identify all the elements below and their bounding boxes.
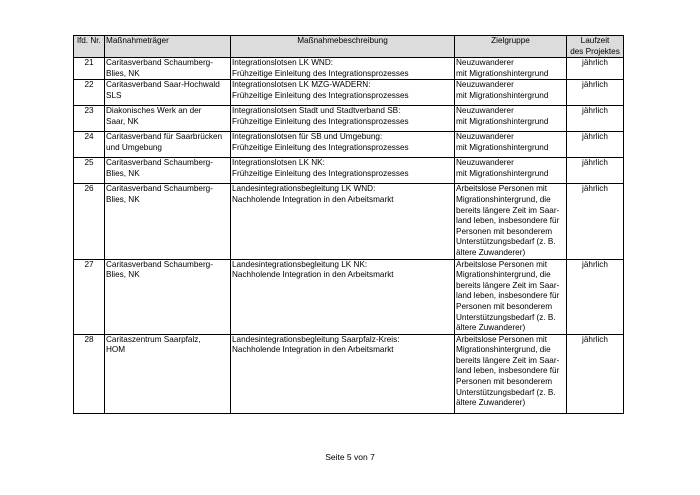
traeger-line: und Umgebung bbox=[106, 142, 162, 152]
cell-nr: 23 bbox=[74, 106, 105, 132]
traeger-line: Saar, NK bbox=[106, 116, 139, 126]
cell-zielgruppe bbox=[455, 259, 567, 334]
zielgruppe-line: mit Migrationshintergrund bbox=[456, 142, 549, 152]
cell-beschreibung bbox=[231, 184, 455, 259]
traeger-line: Blies, NK bbox=[106, 168, 140, 178]
zielgruppe-line: Unterstützungsbedarf (z. B. bbox=[456, 237, 556, 247]
beschreibung-line: Frühzeitige Einleitung des Integrationsprozesses bbox=[232, 68, 409, 78]
cell-nr: 27 bbox=[74, 259, 105, 334]
cell-traeger bbox=[105, 58, 231, 80]
zielgruppe-line: land leben, insbesondere für bbox=[456, 366, 560, 376]
cell-traeger bbox=[105, 106, 231, 132]
cell-traeger bbox=[105, 80, 231, 106]
cell-beschreibung bbox=[231, 132, 455, 158]
zielgruppe-line: Migrationshintergrund, die bbox=[456, 345, 551, 355]
traeger-line: HOM bbox=[106, 345, 126, 355]
zielgruppe-line: Unterstützungsbedarf (z. B. bbox=[456, 312, 556, 322]
cell-beschreibung bbox=[231, 80, 455, 106]
traeger-line: SLS bbox=[106, 90, 122, 100]
beschreibung-line: Landesintegrationsbegleitung LK NK: bbox=[232, 259, 368, 269]
cell-laufzeit: jährlich bbox=[567, 80, 624, 106]
header-laufzeit-line-1: Laufzeit bbox=[580, 36, 610, 45]
traeger-line: Caritasverband Saar-Hochwald bbox=[106, 80, 220, 90]
zielgruppe-line: Neuzuwanderer bbox=[456, 132, 514, 142]
table-body bbox=[74, 58, 624, 414]
cell-zielgruppe bbox=[455, 184, 567, 259]
table-row bbox=[74, 259, 624, 334]
traeger-line: Caritasverband für Saarbrücken bbox=[106, 132, 223, 142]
cell-nr: 26 bbox=[74, 184, 105, 259]
zielgruppe-line: bereits längere Zeit im Saar- bbox=[456, 205, 560, 215]
zielgruppe-line: bereits längere Zeit im Saar- bbox=[456, 355, 560, 365]
zielgruppe-line: Neuzuwanderer bbox=[456, 80, 514, 90]
zielgruppe-line: Neuzuwanderer bbox=[456, 106, 514, 116]
cell-traeger bbox=[105, 334, 231, 413]
cell-beschreibung bbox=[231, 58, 455, 80]
beschreibung-line: Frühzeitige Einleitung des Integrationsprozesses bbox=[232, 168, 409, 178]
beschreibung-line: Integrationslotsen LK WND: bbox=[232, 58, 334, 68]
traeger-line: Blies, NK bbox=[106, 270, 140, 280]
cell-nr: 25 bbox=[74, 158, 105, 184]
zielgruppe-line: Arbeitslose Personen mit bbox=[456, 259, 548, 269]
cell-nr: 24 bbox=[74, 132, 105, 158]
cell-laufzeit: jährlich bbox=[567, 106, 624, 132]
table-row bbox=[74, 58, 624, 80]
beschreibung-line: Nachholende Integration in den Arbeitsmarkt bbox=[232, 345, 394, 355]
zielgruppe-line: Arbeitslose Personen mit bbox=[456, 334, 548, 344]
traeger-line: Blies, NK bbox=[106, 194, 140, 204]
zielgruppe-line: Migrationshintergrund, die bbox=[456, 194, 551, 204]
cell-nr: 28 bbox=[74, 334, 105, 413]
zielgruppe-line: mit Migrationshintergrund bbox=[456, 90, 549, 100]
table-row bbox=[74, 184, 624, 259]
zielgruppe-line: ältere Zuwanderer) bbox=[456, 247, 526, 257]
zielgruppe-line: ältere Zuwanderer) bbox=[456, 398, 526, 408]
zielgruppe-line: Personen mit besonderem bbox=[456, 377, 553, 387]
beschreibung-line: Integrationslotsen Stadt und Stadtverband SB: bbox=[232, 106, 401, 116]
cell-beschreibung bbox=[231, 259, 455, 334]
zielgruppe-line: Personen mit besonderem bbox=[456, 301, 553, 311]
beschreibung-line: Frühzeitige Einleitung des Integrationsprozesses bbox=[232, 142, 409, 152]
zielgruppe-line: bereits längere Zeit im Saar- bbox=[456, 280, 560, 290]
zielgruppe-line: Migrationshintergrund, die bbox=[456, 270, 551, 280]
zielgruppe-line: land leben, insbesondere für bbox=[456, 216, 560, 226]
page-footer: Seite 5 von 7 bbox=[325, 452, 375, 462]
header-nr: lfd. Nr. bbox=[74, 36, 105, 58]
beschreibung-line: Nachholende Integration in den Arbeitsmarkt bbox=[232, 270, 394, 280]
zielgruppe-line: Unterstützungsbedarf (z. B. bbox=[456, 387, 556, 397]
cell-nr: 22 bbox=[74, 80, 105, 106]
cell-zielgruppe bbox=[455, 58, 567, 80]
cell-beschreibung bbox=[231, 158, 455, 184]
header-zielgruppe: Zielgruppe bbox=[455, 36, 567, 58]
table-row bbox=[74, 106, 624, 132]
measures-table bbox=[73, 35, 624, 414]
traeger-line: Caritasverband Schaumberg- bbox=[106, 158, 213, 168]
zielgruppe-line: Personen mit besonderem bbox=[456, 226, 553, 236]
beschreibung-line: Landesintegrationsbegleitung LK WND: bbox=[232, 184, 376, 194]
cell-laufzeit: jährlich bbox=[567, 58, 624, 80]
cell-traeger bbox=[105, 259, 231, 334]
cell-zielgruppe bbox=[455, 132, 567, 158]
cell-traeger bbox=[105, 184, 231, 259]
zielgruppe-line: land leben, insbesondere für bbox=[456, 291, 560, 301]
zielgruppe-line: mit Migrationshintergrund bbox=[456, 68, 549, 78]
table-row bbox=[74, 334, 624, 413]
table-row bbox=[74, 80, 624, 106]
cell-laufzeit: jährlich bbox=[567, 158, 624, 184]
beschreibung-line: Integrationslotsen LK MZG-WADERN: bbox=[232, 80, 371, 90]
cell-zielgruppe bbox=[455, 80, 567, 106]
table-row bbox=[74, 158, 624, 184]
table-row bbox=[74, 132, 624, 158]
zielgruppe-line: Neuzuwanderer bbox=[456, 58, 514, 68]
beschreibung-line: Frühzeitige Einleitung des Integrationsprozesses bbox=[232, 116, 409, 126]
zielgruppe-line: mit Migrationshintergrund bbox=[456, 116, 549, 126]
traeger-line: Caritasverband Schaumberg- bbox=[106, 259, 213, 269]
cell-beschreibung bbox=[231, 334, 455, 413]
cell-traeger bbox=[105, 158, 231, 184]
cell-laufzeit: jährlich bbox=[567, 184, 624, 259]
header-laufzeit-line-2: des Projektes bbox=[570, 46, 620, 56]
cell-nr: 21 bbox=[74, 58, 105, 80]
traeger-line: Caritaszentrum Saarpfalz, bbox=[106, 334, 201, 344]
beschreibung-line: Nachholende Integration in den Arbeitsmarkt bbox=[232, 194, 394, 204]
cell-beschreibung bbox=[231, 106, 455, 132]
beschreibung-line: Landesintegrationsbegleitung Saarpfalz-Kreis: bbox=[232, 334, 400, 344]
header-traeger: Maßnahmeträger bbox=[105, 36, 231, 58]
beschreibung-line: Integrationslotsen LK NK: bbox=[232, 158, 325, 168]
cell-laufzeit: jährlich bbox=[567, 334, 624, 413]
traeger-line: Blies, NK bbox=[106, 68, 140, 78]
traeger-line: Diakonisches Werk an der bbox=[106, 106, 202, 116]
cell-zielgruppe bbox=[455, 106, 567, 132]
zielgruppe-line: Arbeitslose Personen mit bbox=[456, 184, 548, 194]
cell-traeger bbox=[105, 132, 231, 158]
cell-laufzeit: jährlich bbox=[567, 259, 624, 334]
zielgruppe-line: Neuzuwanderer bbox=[456, 158, 514, 168]
header-beschreibung: Maßnahmebeschreibung bbox=[231, 36, 455, 58]
zielgruppe-line: mit Migrationshintergrund bbox=[456, 168, 549, 178]
cell-zielgruppe bbox=[455, 158, 567, 184]
table-header-row bbox=[74, 36, 624, 58]
cell-zielgruppe bbox=[455, 334, 567, 413]
traeger-line: Caritasverband Schaumberg- bbox=[106, 184, 213, 194]
zielgruppe-line: ältere Zuwanderer) bbox=[456, 323, 526, 333]
beschreibung-line: Integrationslotsen für SB und Umgebung: bbox=[232, 132, 383, 142]
beschreibung-line: Frühzeitige Einleitung des Integrationsprozesses bbox=[232, 90, 409, 100]
cell-laufzeit: jährlich bbox=[567, 132, 624, 158]
traeger-line: Caritasverband Schaumberg- bbox=[106, 58, 213, 68]
header-laufzeit bbox=[567, 36, 624, 58]
